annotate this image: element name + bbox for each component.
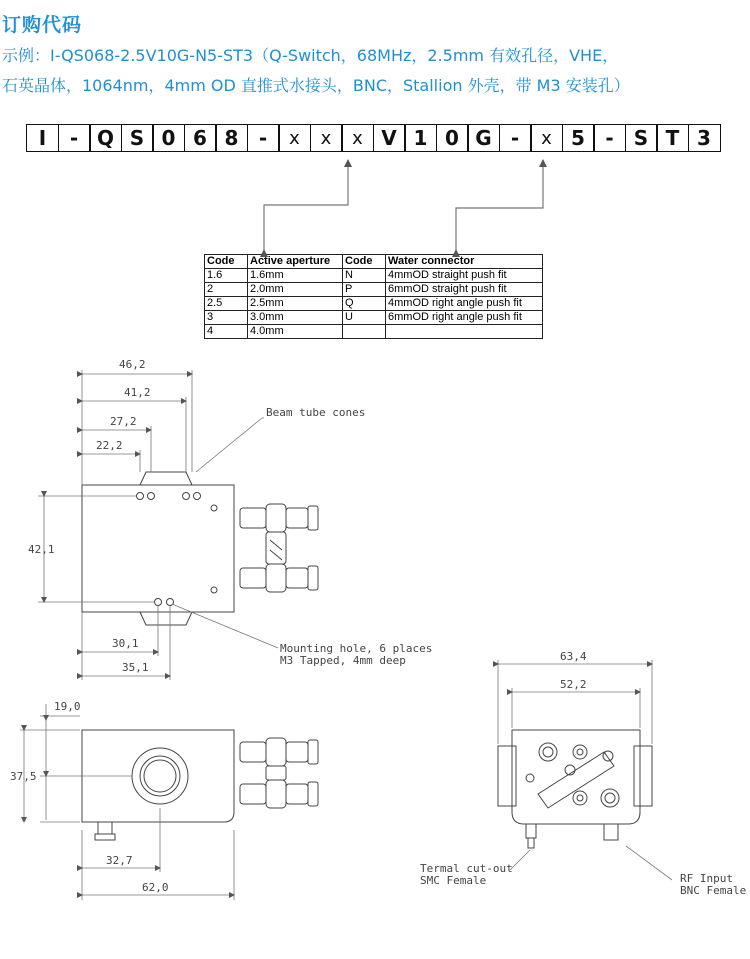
- termal-spec: SMC Female: [420, 874, 487, 887]
- cell: U: [343, 311, 386, 325]
- cell: 3.0mm: [248, 311, 343, 325]
- code-box: -: [247, 124, 280, 152]
- beam-cone-top: [140, 472, 192, 485]
- top-view-body: [82, 485, 234, 612]
- code-box: 0: [152, 124, 185, 152]
- code-box: 3: [688, 124, 721, 152]
- dim-37-5: 37,5: [10, 770, 37, 783]
- rf-input-label: RF Input: [680, 872, 733, 885]
- header-water-connector: Water connector: [386, 255, 543, 269]
- cell: P: [343, 283, 386, 297]
- cell: 3: [205, 311, 248, 325]
- code-box: T: [656, 124, 689, 152]
- dim-62-0: 62,0: [142, 881, 169, 894]
- code-box: Q: [89, 124, 122, 152]
- beam-cone-bottom: [140, 612, 192, 625]
- dim-46-2: 46,2: [119, 358, 146, 371]
- dim-27-2: 27,2: [110, 415, 137, 428]
- dim-41-2: 41,2: [124, 386, 151, 399]
- code-box: 5: [562, 124, 595, 152]
- code-box: 1: [404, 124, 437, 152]
- header-aperture: Active aperture: [248, 255, 343, 269]
- cell: 2: [205, 283, 248, 297]
- code-box: 8: [215, 124, 248, 152]
- rf-input-spec: BNC Female: [680, 884, 747, 897]
- mounting-hole-spec: M3 Tapped, 4mm deep: [280, 654, 406, 667]
- code-box: x: [341, 124, 374, 152]
- code-box: x: [278, 124, 311, 152]
- dim-52-2: 52,2: [560, 678, 587, 691]
- cell: 2.5mm: [248, 297, 343, 311]
- dim-32-7: 32,7: [106, 854, 133, 867]
- top-view: [28, 358, 432, 680]
- dim-42-1: 42,1: [28, 543, 55, 556]
- leader-arrows: [264, 160, 543, 250]
- cell: 1.6: [205, 269, 248, 283]
- dim-19-0: 19,0: [54, 700, 81, 713]
- cell: 2.0mm: [248, 283, 343, 297]
- connector-leader: [456, 160, 543, 250]
- termal-label: Termal cut-out: [420, 862, 513, 875]
- dim-63-4: 63,4: [560, 650, 587, 663]
- cell: 6mmOD straight push fit: [386, 283, 543, 297]
- code-box: I: [26, 124, 59, 152]
- dim-22-2: 22,2: [96, 439, 123, 452]
- cell: 4: [205, 325, 248, 339]
- dim-35-1: 35,1: [122, 661, 149, 674]
- code-box: G: [467, 124, 500, 152]
- code-box: -: [58, 124, 91, 152]
- code-box: S: [625, 124, 658, 152]
- cell: 2.5: [205, 297, 248, 311]
- example-line-1: 示例：I-QS068-2.5V10G-N5-ST3（Q-Switch，68MHz，2.5mm 有效孔径，VHE，: [2, 46, 619, 65]
- header-code: Code: [205, 255, 248, 269]
- side-view: [420, 650, 746, 897]
- example-line-2: 石英晶体，1064nm，4mm OD 直推式水接头，BNC，Stallion 外壳，带 M3 安装孔）: [2, 76, 630, 95]
- cell: 1.6mm: [248, 269, 343, 283]
- code-box: -: [593, 124, 626, 152]
- cell: 6mmOD right angle push fit: [386, 311, 543, 325]
- cell: 4mmOD right angle push fit: [386, 297, 543, 311]
- dim-30-1: 30,1: [112, 637, 139, 650]
- header-code-2: Code: [343, 255, 386, 269]
- mounting-hole-label: Mounting hole, 6 places: [280, 642, 433, 655]
- code-box: x: [530, 124, 563, 152]
- water-fittings-top: [240, 504, 318, 592]
- code-box: -: [499, 124, 532, 152]
- cell: Q: [343, 297, 386, 311]
- cell: 4mmOD straight push fit: [386, 269, 543, 283]
- front-view: [10, 700, 318, 900]
- aperture-leader: [264, 160, 348, 250]
- code-box: 6: [184, 124, 217, 152]
- cell: 4.0mm: [248, 325, 343, 339]
- water-fittings-front: [240, 738, 318, 808]
- code-box: 0: [436, 124, 469, 152]
- side-view-body: [512, 730, 640, 824]
- beam-tube-label: Beam tube cones: [266, 406, 366, 419]
- code-box: V: [373, 124, 406, 152]
- cell: N: [343, 269, 386, 283]
- code-box: x: [310, 124, 343, 152]
- order-code-title: 订购代码: [2, 14, 83, 36]
- code-box: S: [121, 124, 154, 152]
